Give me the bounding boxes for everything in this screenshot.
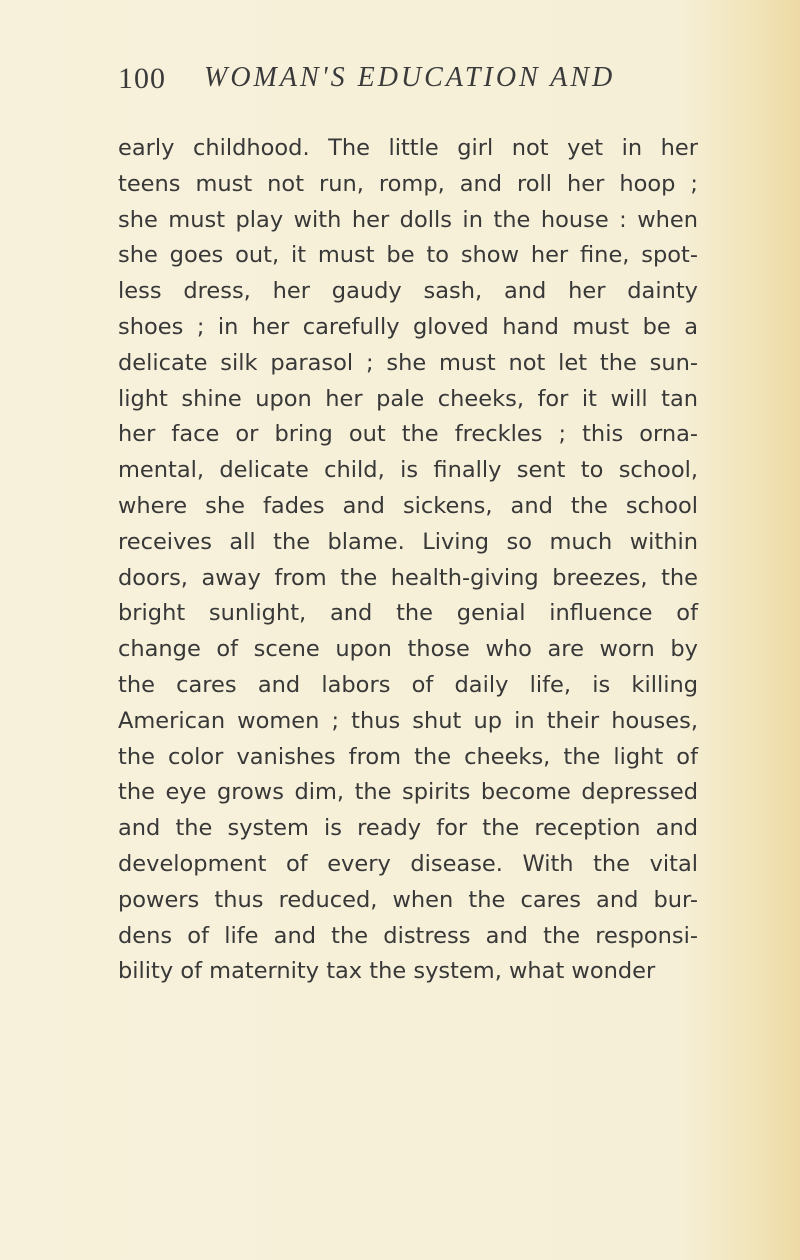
text-line: receives all the blame. Living so much within	[118, 528, 698, 555]
text-line: powers thus reduced, when the cares and bur-	[118, 886, 698, 913]
running-head	[118, 62, 678, 102]
running-title: WOMAN'S EDUCATION AND	[204, 62, 616, 93]
text-line: she goes out, it must be to show her fine, spot-	[118, 242, 698, 269]
text-line: the eye grows dim, the spirits become depressed	[118, 779, 698, 806]
text-line: light shine upon her pale cheeks, for it will tan	[118, 385, 698, 412]
page-number: 100	[118, 62, 166, 95]
text-line: doors, away from the health-giving breezes, the	[118, 564, 698, 591]
text-line: teens must not run, romp, and roll her hoop ;	[118, 170, 698, 197]
body-text	[118, 131, 698, 990]
text-line: development of every disease. With the vital	[118, 850, 698, 877]
text-line: change of scene upon those who are worn by	[118, 636, 698, 663]
text-line: mental, delicate child, is finally sent to school,	[118, 457, 698, 484]
text-line: delicate silk parasol ; she must not let the sun-	[118, 349, 698, 376]
text-line: shoes ; in her carefully gloved hand must be a	[118, 313, 698, 340]
text-line: and the system is ready for the reception and	[118, 815, 698, 842]
text-line: early childhood. The little girl not yet in her	[118, 135, 698, 161]
text-line: dens of life and the distress and the responsi-	[118, 922, 698, 949]
text-line: bility of maternity tax the system, what wonder	[118, 958, 656, 985]
text-line: where she fades and sickens, and the school	[118, 492, 698, 519]
text-line: the color vanishes from the cheeks, the light of	[118, 743, 698, 770]
text-line: American women ; thus shut up in their houses,	[118, 707, 698, 734]
text-line: bright sunlight, and the genial influence of	[118, 600, 698, 627]
text-line: she must play with her dolls in the house : when	[118, 206, 698, 233]
text-line: the cares and labors of daily life, is killing	[118, 671, 698, 698]
text-line: her face or bring out the freckles ; this orna-	[118, 421, 698, 448]
text-line: less dress, her gaudy sash, and her dainty	[118, 278, 698, 305]
